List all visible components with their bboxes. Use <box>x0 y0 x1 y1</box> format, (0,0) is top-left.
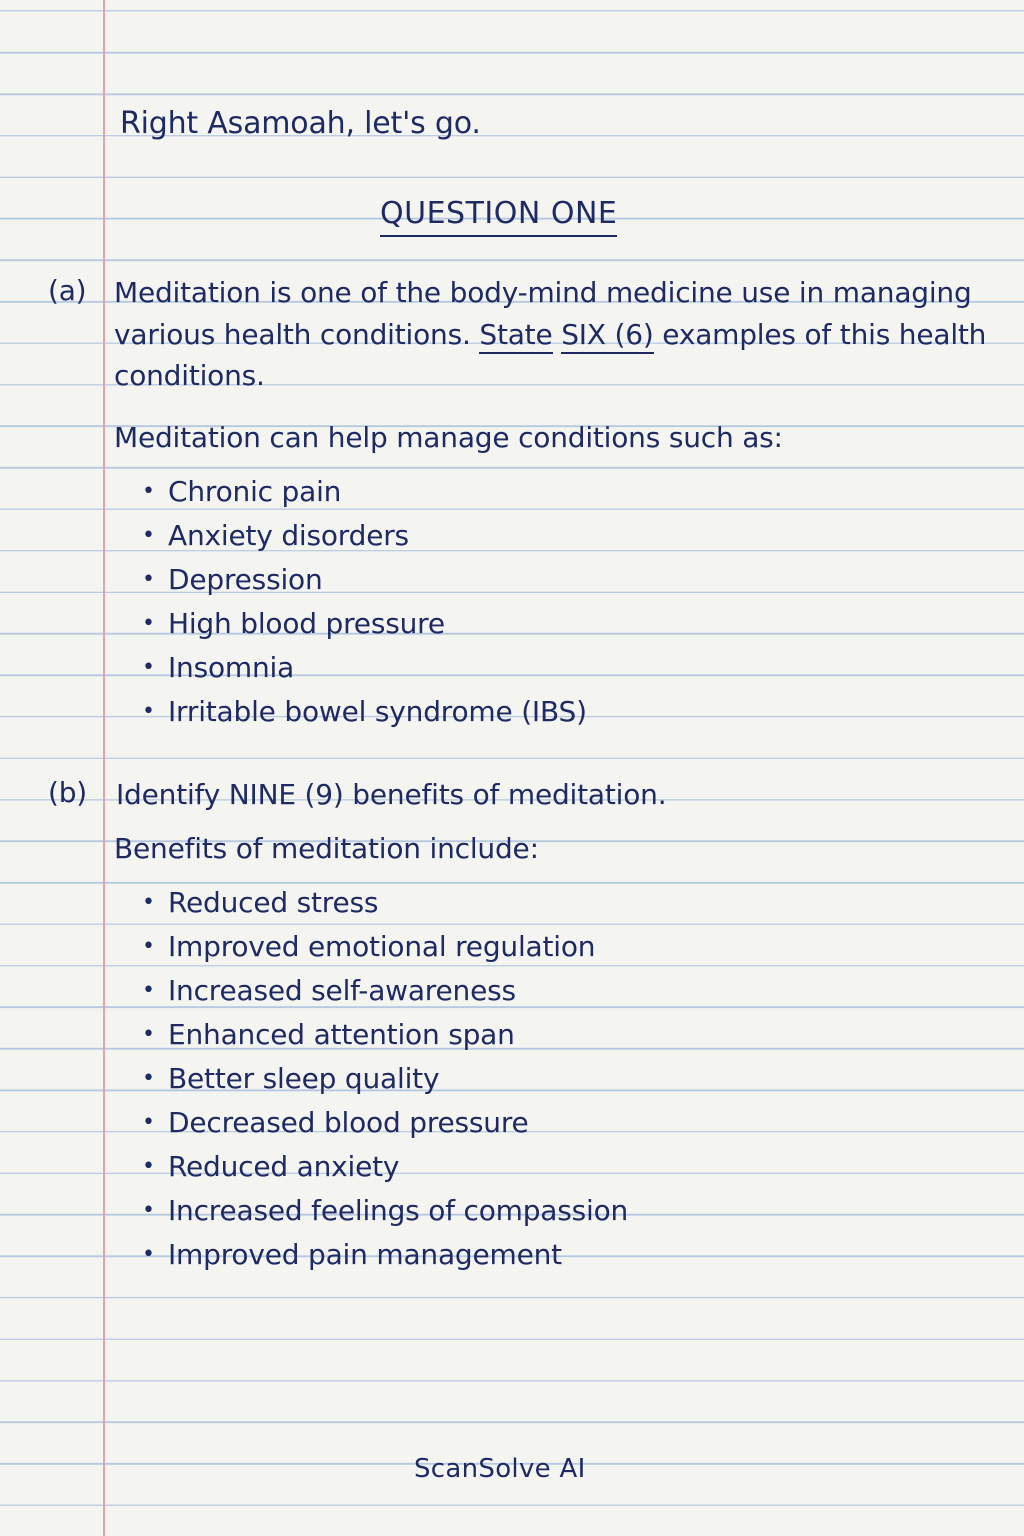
part-a-question-line-2-start: various health conditions. <box>114 318 471 351</box>
bullet-icon: • <box>142 611 155 636</box>
list-item <box>140 602 587 646</box>
list-item-text: Increased self-awareness <box>168 974 516 1007</box>
list-item-text: Reduced anxiety <box>168 1150 400 1183</box>
list-item <box>140 470 587 514</box>
margin-line <box>103 0 105 1536</box>
list-item <box>140 925 628 969</box>
bullet-icon: • <box>142 1242 155 1267</box>
bullet-icon: • <box>142 655 155 680</box>
list-item-text: Reduced stress <box>168 886 379 919</box>
list-item <box>140 558 587 602</box>
bullet-icon: • <box>142 1198 155 1223</box>
bullet-icon: • <box>142 1154 155 1179</box>
bullet-icon: • <box>142 978 155 1003</box>
list-item <box>140 1013 628 1057</box>
list-item <box>140 1057 628 1101</box>
list-item <box>140 1189 628 1233</box>
bullet-icon: • <box>142 1022 155 1047</box>
list-item-text: Depression <box>168 563 323 596</box>
part-a-label: (a) <box>48 274 87 307</box>
bullet-icon: • <box>142 523 155 548</box>
list-item-text: Better sleep quality <box>168 1062 440 1095</box>
greeting: Right Asamoah, let's go. <box>120 106 481 141</box>
part-a-question-line-2 <box>114 318 986 351</box>
part-b-intro: Benefits of meditation include: <box>114 832 539 865</box>
list-item <box>140 646 587 690</box>
part-a-list <box>140 470 587 734</box>
part-b-question: Identify NINE (9) benefits of meditation. <box>116 778 667 811</box>
bullet-icon: • <box>142 934 155 959</box>
list-item-text: Improved emotional regulation <box>168 930 596 963</box>
list-item-text: Anxiety disorders <box>168 519 409 552</box>
part-b-label: (b) <box>48 776 88 809</box>
list-item-text: Increased feelings of compassion <box>168 1194 629 1227</box>
question-heading: QUESTION ONE <box>380 196 617 237</box>
part-a-question-line-1: Meditation is one of the body-mind medicine use in managing <box>114 276 972 309</box>
list-item <box>140 969 628 1013</box>
part-a-intro: Meditation can help manage conditions such as: <box>114 421 783 454</box>
list-item-text: Enhanced attention span <box>168 1018 515 1051</box>
bullet-icon: • <box>142 479 155 504</box>
list-item-text: High blood pressure <box>168 607 445 640</box>
list-item-text: Improved pain management <box>168 1238 562 1271</box>
list-item-text: Insomnia <box>168 651 295 684</box>
bullet-icon: • <box>142 699 155 724</box>
list-item <box>140 690 587 734</box>
list-item-text: Chronic pain <box>168 475 342 508</box>
list-item <box>140 514 587 558</box>
list-item-text: Irritable bowel syndrome (IBS) <box>168 695 587 728</box>
bullet-icon: • <box>142 1066 155 1091</box>
bullet-icon: • <box>142 567 155 592</box>
list-item <box>140 1101 628 1145</box>
part-b-list <box>140 881 628 1277</box>
part-a-question-line-2-end: examples of this health <box>662 318 987 351</box>
list-item <box>140 1233 628 1277</box>
underlined-state: State <box>479 318 552 354</box>
underlined-six: SIX (6) <box>561 318 653 354</box>
list-item-text: Decreased blood pressure <box>168 1106 529 1139</box>
part-a-question-line-3: conditions. <box>114 359 265 392</box>
footer-brand: ScanSolve AI <box>414 1454 586 1484</box>
bullet-icon: • <box>142 890 155 915</box>
list-item <box>140 881 628 925</box>
list-item <box>140 1145 628 1189</box>
bullet-icon: • <box>142 1110 155 1135</box>
